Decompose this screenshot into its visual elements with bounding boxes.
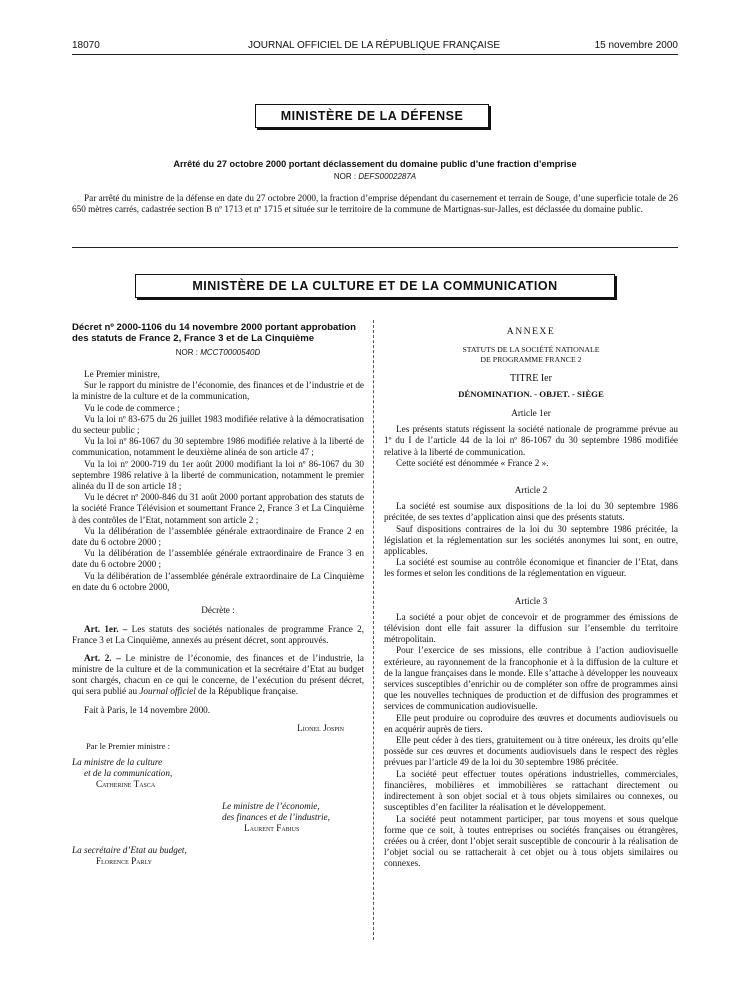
nor-code: DEFS0002287A — [358, 172, 417, 181]
decree-paragraph: Sur le rapport du ministre de l’économie, des finances et de l’industrie et de la ministre de la culture et de la communication, — [72, 380, 364, 402]
defense-body: Par arrêté du ministre de la défense en date du 27 octobre 2000, la fraction d’emprise dépendant du casernement et terrain de Souge, d’une superficie totale de 26 650 mètres carrés, cadastrée section B nº 1713 et nº 1715 et située sur le territoire de la commune de Martignas-sur-Jalles, est déclassée du domaine public. — [72, 193, 678, 215]
article-heading: Article 3 — [514, 595, 548, 606]
defense-nor — [72, 172, 678, 181]
annexe-paragraph: La société peut effectuer toutes opérations industrielles, commerciales, financières, mobilières et immobilières se rattachant directement ou indirectement à son objet social et à tous objets similaires ou connexes, ou susceptibles d’en faciliter la réalisation et le développement. — [384, 768, 678, 813]
article-label: Art. 2. – — [84, 652, 121, 663]
annexe-paragraph: La société peut notamment participer, par tous moyens et sous quelque forme que ce soit, à toutes entreprises ou sociétés françaises ou étrangères, créées ou à créer, dont l’objet serait susceptible de concourir à la réalisation de l’objet social ou se rattacherait à cet objet ou à tous objets similaires ou connexes. — [384, 813, 678, 869]
annexe-paragraph: La société a pour objet de concevoir et de programmer des émissions de télévision dont elle fait assurer la diffusion sur l’ensemble du territoire métropolitain. — [384, 611, 678, 645]
annexe-subtitle-1: STATUTS DE LA SOCIÉTÉ NATIONALE — [462, 345, 600, 354]
annexe-paragraph: La société est soumise au contrôle économique et financier de l’Etat, dans les formes et selon les conditions de la réglementation en vigueur. — [384, 557, 678, 579]
titre-subtitle: DÉNOMINATION. - OBJET. - SIÈGE — [458, 389, 604, 399]
article-text: Les statuts des sociétés nationales de programme France 2, France 3 et La Cinquième, annexés au présent décret, sont approuvés. — [72, 624, 364, 646]
signer-economy — [222, 801, 330, 835]
article-text: de la République française. — [195, 686, 299, 697]
article-label: Art. 1er. – — [84, 624, 128, 635]
decree-paragraph: Vu la délibération de l’assemblée générale extraordinaire de France 3 en date du 6 octobre 2000 ; — [72, 548, 364, 570]
issue-date: 15 novembre 2000 — [594, 40, 678, 51]
journal-title: JOURNAL OFFICIEL DE LA RÉPUBLIQUE FRANÇAISE — [247, 40, 501, 51]
decree-paragraph: Le Premier ministre, — [84, 369, 160, 379]
article-heading: Article 1er — [511, 408, 551, 418]
signer-name: Florence Parly — [96, 855, 152, 866]
signer-culture — [72, 757, 172, 791]
signatures — [72, 717, 364, 882]
decree-article-1 — [72, 624, 364, 646]
signer-name: Laurent Fabius — [244, 823, 300, 834]
decree-article-2 — [72, 653, 364, 698]
decree-nor — [72, 348, 364, 357]
annexe-paragraph: Sauf dispositions contraires de la loi du 30 septembre 1986 précitée, la législation et la réglementation sur les sociétés anonymes lui sont, en outre, applicables. — [384, 523, 678, 557]
signer-title: La ministre de la culture — [72, 756, 163, 767]
decree-paragraph: Vu la loi nº 2000-719 du 1er août 2000 modifiant la loi nº 86-1067 du 30 septembre 1986 relative à la liberté de communication, notamment le premier alinéa du II de son article 18 ; — [72, 458, 364, 492]
column-separator — [373, 320, 374, 940]
signer-title: et de la communication, — [84, 767, 173, 778]
annexe-paragraph: Cette société est dénommée « France 2 ». — [396, 457, 549, 468]
decree-paragraph: Vu le décret nº 2000-846 du 31 août 2000 portant approbation des statuts de la société France Télévision et soumettant France 2, France 3 et La Cinquième à des contrôles de l’Etat, notamment son article 2 ; — [72, 492, 364, 525]
signer-title: La secrétaire d’Etat au budget, — [72, 844, 187, 855]
section-rule — [72, 247, 678, 248]
ministry-defense-box: MINISTÈRE DE LA DÉFENSE — [255, 104, 489, 128]
annexe-paragraph: Pour l’exercice de ses missions, elle contribue à l’action audiovisuelle extérieure, au rayonnement de la francophonie et à la diffusion de la culture et de la langue françaises dans le monde. Elle s’attache à développer les nouveaux services susceptibles d’enrichir ou de compléter son offre de programmes ainsi que les nouvelles techniques de production et de diffusion des programmes et services de communication audiovisuelle. — [384, 645, 678, 712]
titre-heading: TITRE Ier — [510, 373, 552, 384]
decrete: Décrète : — [201, 605, 235, 616]
decree-paragraph: Vu le code de commerce ; — [84, 402, 180, 413]
decree-title: Décret nº 2000-1106 du 14 novembre 2000 portant approbation des statuts de France 2, France 3 et de La Cinquième — [72, 322, 356, 344]
annexe-heading: ANNEXE — [506, 326, 556, 337]
decree-column — [72, 322, 364, 882]
defense-decree-title: Arrêté du 27 octobre 2000 portant déclassement du domaine public d’une fraction d’emprise — [173, 159, 577, 169]
decree-paragraph: Vu la loi nº 86-1067 du 30 septembre 1986 modifiée relative à la liberté de communication, notamment le deuxième alinéa de son article 47 ; — [72, 436, 364, 458]
annexe-subtitle-2: DE PROGRAMME FRANCE 2 — [480, 355, 582, 364]
decree-paragraph: Vu la délibération de l’assemblée générale extraordinaire de La Cinquième en date du 6 octobre 2000, — [72, 570, 364, 592]
nor-label: NOR : — [175, 348, 198, 357]
decree-paragraph: Vu la délibération de l’assemblée générale extraordinaire de France 2 en date du 6 octobre 2000 ; — [72, 525, 364, 548]
article-heading: Article 2 — [514, 485, 548, 496]
signer-pm: Lionel Jospin — [297, 722, 344, 733]
ministry-culture-box: MINISTÈRE DE LA CULTURE ET DE LA COMMUNICATION — [135, 274, 615, 298]
annexe-paragraph: Elle peut produire ou coproduire des œuvres et documents audiovisuels ou en acquérir auprès de tiers. — [384, 712, 678, 734]
par-premier-ministre: Par le Premier ministre : — [86, 740, 171, 751]
header-rule — [72, 54, 678, 55]
signer-title: des finances et de l’industrie, — [222, 811, 330, 822]
nor-code: MCCT0000540D — [200, 348, 261, 357]
signer-title: Le ministre de l’économie, — [222, 800, 320, 811]
article-text: Le ministre de l’économie, des finances et de l’industrie, la ministre de la culture et de la communication et la secrétaire d’Etat au budget sont chargés, chacun en ce qui le concerne, de l’exécution du présent décret, qui sera publié au — [72, 652, 364, 697]
signer-name: Catherine Tasca — [96, 779, 156, 790]
signer-budget — [72, 845, 187, 867]
annexe-column — [384, 326, 678, 870]
page-number: 18070 — [72, 40, 100, 51]
nor-label: NOR : — [333, 172, 357, 181]
journal-italic: Journal officiel — [139, 686, 196, 697]
annexe-paragraph: La société est soumise aux dispositions de la loi du 30 septembre 1986 précitée, de ses textes d’application ainsi que des présents statuts. — [384, 501, 678, 523]
annexe-paragraph: Elle peut céder à des tiers, gratuitement ou à titre onéreux, les droits qu’elle possède sur ces œuvres et documents audiovisuels dans le respect des règles prévues par l’article 49 de la loi du 30 septembre 1986 précitée. — [384, 735, 678, 768]
annexe-paragraph: Les présents statuts régissent la société nationale de programme prévue au 1º du I de l’article 44 de la loi nº 86-1067 du 30 septembre 1986 modifiée relative à la liberté de communication. — [384, 424, 678, 457]
decree-paragraph: Vu la loi nº 83-675 du 26 juillet 1983 modifiée relative à la démocratisation du secteur public ; — [72, 413, 364, 436]
decree-done: Fait à Paris, le 14 novembre 2000. — [84, 705, 211, 716]
